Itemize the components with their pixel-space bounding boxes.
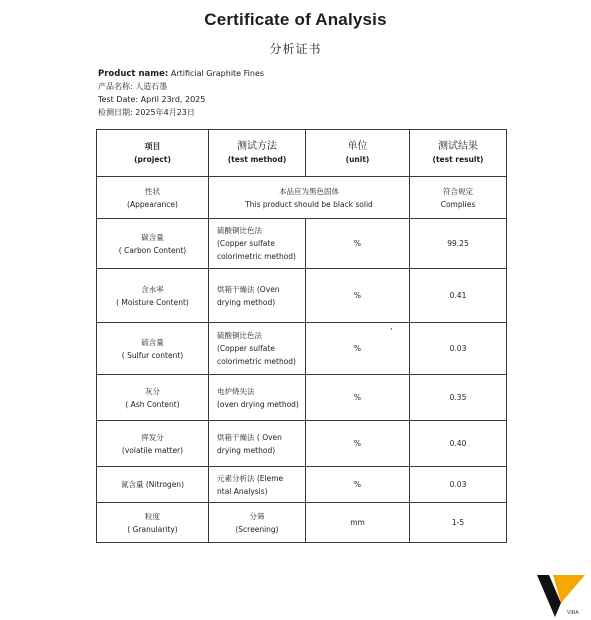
test-date-line bbox=[98, 93, 205, 106]
row-method bbox=[209, 503, 306, 543]
appearance-result-en: Complies bbox=[440, 199, 476, 209]
header-project-zh: 项目 bbox=[144, 142, 161, 151]
table-row bbox=[97, 177, 507, 219]
row-item bbox=[97, 375, 209, 421]
product-name-zh-label: 产品名称: bbox=[98, 82, 133, 91]
test-date-zh-label: 检测日期: bbox=[98, 108, 133, 117]
product-name-label: Product name: bbox=[98, 69, 169, 79]
table-row bbox=[97, 219, 507, 269]
row-method-line-1: 元素分析法 (Eleme bbox=[217, 473, 284, 483]
row-item-zh: 挥发分 bbox=[141, 432, 164, 442]
row-method bbox=[209, 323, 306, 375]
row-item bbox=[97, 467, 209, 503]
table-header-row bbox=[97, 130, 507, 177]
row-item bbox=[97, 503, 209, 543]
header-unit-en: (unit) bbox=[345, 155, 370, 164]
row-item-zh: 含水率 bbox=[141, 284, 164, 294]
header-method-en: (test method) bbox=[227, 155, 287, 164]
row-method-line-3: colorimetric method) bbox=[217, 357, 296, 366]
row-method-line-2: (Screening) bbox=[235, 524, 279, 534]
page-title: Certificate of Analysis bbox=[204, 10, 387, 29]
header-project bbox=[97, 130, 209, 177]
row-item bbox=[97, 323, 209, 375]
test-date-value: April 23rd, 2025 bbox=[140, 95, 206, 104]
ink-speck: ’ bbox=[390, 327, 393, 336]
header-result-en: (test result) bbox=[432, 155, 484, 164]
table-row bbox=[97, 323, 507, 375]
table-row bbox=[97, 269, 507, 323]
appearance-result bbox=[410, 177, 507, 219]
table-row bbox=[97, 375, 507, 421]
product-name-line bbox=[98, 67, 264, 81]
row-method-line-2: ntal Analysis) bbox=[217, 486, 268, 496]
row-method-line-1: 电炉烧失法 bbox=[217, 386, 255, 396]
row-item-en: ( Granularity) bbox=[127, 524, 178, 534]
row-result: 0.03 bbox=[410, 323, 507, 375]
row-unit: mm bbox=[306, 503, 410, 543]
row-unit: % bbox=[306, 467, 410, 503]
appearance-method-en: This product should be black solid bbox=[245, 199, 373, 209]
row-result: 0.40 bbox=[410, 421, 507, 467]
row-method-line-2: drying method) bbox=[217, 445, 276, 455]
row-unit: % bbox=[306, 375, 410, 421]
header-result-zh: 测试结果 bbox=[438, 141, 478, 152]
vira-logo-icon bbox=[535, 573, 587, 619]
row-result: 99.25 bbox=[410, 219, 507, 269]
header-result bbox=[410, 130, 507, 177]
row-unit: % bbox=[306, 269, 410, 323]
table-row bbox=[97, 467, 507, 503]
analysis-table bbox=[96, 129, 507, 543]
header-unit bbox=[306, 130, 410, 177]
header-method-zh: 测试方法 bbox=[237, 141, 277, 152]
row-method-line-1: 硫酸铜比色法 bbox=[217, 226, 262, 235]
row-method bbox=[209, 467, 306, 503]
row-unit: % bbox=[306, 219, 410, 269]
row-method-line-2: (Copper sulfate bbox=[217, 239, 275, 248]
appearance-result-zh: 符合规定 bbox=[443, 186, 473, 196]
row-method-line-2: drying method) bbox=[217, 297, 276, 307]
row-item bbox=[97, 219, 209, 269]
row-item-en: ( Sulfur content) bbox=[121, 350, 184, 360]
row-item bbox=[97, 269, 209, 323]
row-unit: % bbox=[306, 421, 410, 467]
test-date-label: Test Date: bbox=[98, 95, 139, 104]
row-result: 1-5 bbox=[410, 503, 507, 543]
appearance-item bbox=[97, 177, 209, 219]
row-item-zh: 灰分 bbox=[145, 386, 160, 396]
test-date-zh-value: 2025年4月23日 bbox=[135, 108, 195, 117]
row-method bbox=[209, 375, 306, 421]
row-item-en: ( Ash Content) bbox=[125, 399, 180, 409]
row-method-line-1: 分筛 bbox=[249, 511, 265, 521]
logo-text: VIRA bbox=[567, 610, 579, 616]
row-item bbox=[97, 421, 209, 467]
row-method-line-2: (Copper sulfate bbox=[217, 344, 275, 353]
row-result: 0.03 bbox=[410, 467, 507, 503]
row-item-zh: 粒度 bbox=[145, 511, 160, 521]
row-item-en: ( Carbon Content) bbox=[118, 245, 187, 255]
appearance-item-en: (Appearance) bbox=[127, 199, 178, 209]
page-subtitle: 分析证书 bbox=[269, 42, 322, 56]
row-item-zh: 硫含量 bbox=[141, 337, 164, 347]
product-name-value: Artificial Graphite Fines bbox=[170, 69, 265, 78]
header-project-en: (project) bbox=[134, 155, 171, 164]
header-method bbox=[209, 130, 306, 177]
row-item-en: (volatile matter) bbox=[121, 445, 184, 455]
product-name-zh-value: 人造石墨 bbox=[135, 82, 168, 91]
row-result: 0.35 bbox=[410, 375, 507, 421]
appearance-method-zh: 本品应为黑色固体 bbox=[279, 186, 339, 196]
row-method-line-1: 硫酸铜比色法 bbox=[217, 331, 262, 340]
row-item-zh: 氮含量 (Nitrogen) bbox=[120, 480, 184, 489]
row-method bbox=[209, 269, 306, 323]
appearance-item-zh: 性状 bbox=[145, 186, 160, 196]
row-result: 0.41 bbox=[410, 269, 507, 323]
header-unit-zh: 单位 bbox=[347, 141, 368, 152]
row-method-line-1: 烘箱干燥法 (Oven bbox=[217, 284, 280, 294]
row-method-line-3: colorimetric method) bbox=[217, 252, 296, 261]
appearance-method bbox=[209, 177, 410, 219]
table-row bbox=[97, 421, 507, 467]
row-method-line-2: (oven drying method) bbox=[217, 399, 299, 409]
row-method-line-1: 烘箱干燥法 ( Oven bbox=[217, 432, 282, 442]
row-item-en: ( Moisture Content) bbox=[116, 297, 189, 307]
row-unit: % bbox=[306, 323, 410, 375]
row-method bbox=[209, 421, 306, 467]
row-item-zh: 碳含量 bbox=[141, 232, 164, 242]
product-name-zh-line bbox=[98, 80, 167, 93]
table-row bbox=[97, 503, 507, 543]
row-method bbox=[209, 219, 306, 269]
test-date-zh-line bbox=[98, 106, 195, 119]
